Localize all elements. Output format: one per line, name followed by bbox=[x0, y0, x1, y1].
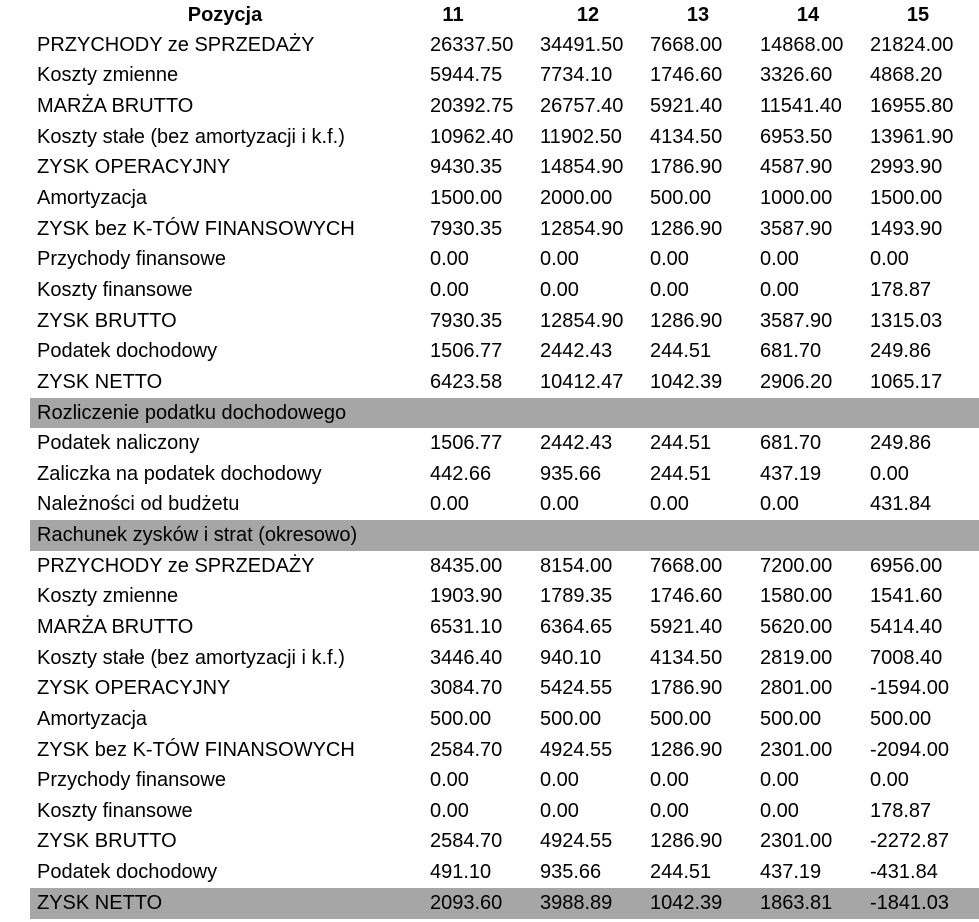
value-cell: 13961.90 bbox=[870, 125, 954, 148]
value-cell: 491.10 bbox=[430, 861, 492, 884]
value-cell: 4924.55 bbox=[540, 738, 613, 761]
value-cell: 4134.50 bbox=[650, 125, 723, 148]
value-cell: 1286.90 bbox=[650, 738, 723, 761]
value-cell: 0.00 bbox=[650, 248, 689, 271]
value-cell: 500.00 bbox=[540, 707, 602, 730]
position-header: Pozycja bbox=[187, 3, 263, 26]
row-label: Koszty finansowe bbox=[37, 278, 193, 301]
value-cell: 500.00 bbox=[430, 707, 492, 730]
value-cell: 940.10 bbox=[540, 646, 602, 669]
value-cell: 5620.00 bbox=[760, 615, 833, 638]
value-cell: 5424.55 bbox=[540, 677, 613, 700]
value-cell: 9430.35 bbox=[430, 156, 503, 179]
value-cell: 1286.90 bbox=[650, 830, 723, 853]
value-cell: 2906.20 bbox=[760, 370, 833, 393]
table-row bbox=[0, 61, 979, 92]
row-label: Rachunek zysków i strat (okresowo) bbox=[37, 524, 358, 547]
value-cell: 1286.90 bbox=[650, 309, 723, 332]
value-cell: -1841.03 bbox=[870, 891, 949, 914]
value-cell: 1042.39 bbox=[650, 370, 723, 393]
value-cell: 10412.47 bbox=[540, 370, 624, 393]
value-cell: 6423.58 bbox=[430, 370, 503, 393]
value-cell: 244.51 bbox=[650, 340, 712, 363]
value-cell: 1580.00 bbox=[760, 585, 833, 608]
row-shading bbox=[30, 888, 979, 919]
value-cell: 3988.89 bbox=[540, 891, 613, 914]
value-cell: 0.00 bbox=[650, 278, 689, 301]
value-cell: 1746.60 bbox=[650, 585, 723, 608]
value-cell: 500.00 bbox=[870, 707, 932, 730]
value-cell: 2819.00 bbox=[760, 646, 833, 669]
value-cell: 2801.00 bbox=[760, 677, 833, 700]
value-cell: 11541.40 bbox=[760, 95, 842, 118]
value-cell: 4924.55 bbox=[540, 830, 613, 853]
value-cell: 6531.10 bbox=[430, 615, 503, 638]
value-cell: 2442.43 bbox=[540, 340, 613, 363]
table-row bbox=[0, 827, 979, 858]
value-cell: 178.87 bbox=[870, 799, 932, 822]
value-cell: 0.00 bbox=[540, 769, 579, 792]
value-cell: 7734.10 bbox=[540, 64, 613, 87]
value-cell: 0.00 bbox=[540, 493, 579, 516]
value-cell: 0.00 bbox=[540, 799, 579, 822]
value-cell: 5921.40 bbox=[650, 615, 723, 638]
value-cell: 0.00 bbox=[430, 769, 469, 792]
value-cell: 437.19 bbox=[760, 462, 822, 485]
value-cell: 1746.60 bbox=[650, 64, 723, 87]
value-cell: 0.00 bbox=[760, 493, 799, 516]
value-cell: 4587.90 bbox=[760, 156, 833, 179]
value-cell: 4868.20 bbox=[870, 64, 943, 87]
value-cell: 1506.77 bbox=[430, 340, 503, 363]
table-row bbox=[0, 428, 979, 459]
value-cell: 431.84 bbox=[870, 493, 932, 516]
value-cell: 34491.50 bbox=[540, 33, 624, 56]
value-cell: 1042.39 bbox=[650, 891, 723, 914]
table-row bbox=[0, 551, 979, 582]
value-cell: 500.00 bbox=[650, 707, 712, 730]
row-label: Rozliczenie podatku dochodowego bbox=[37, 401, 347, 424]
value-cell: 7200.00 bbox=[760, 554, 833, 577]
value-cell: 0.00 bbox=[430, 278, 469, 301]
column-header: 14 bbox=[796, 3, 820, 26]
value-cell: 11902.50 bbox=[540, 125, 622, 148]
value-cell: 8435.00 bbox=[430, 554, 503, 577]
value-cell: 0.00 bbox=[760, 769, 799, 792]
value-cell: 26337.50 bbox=[430, 33, 514, 56]
table-row bbox=[0, 490, 979, 521]
value-cell: 21824.00 bbox=[870, 33, 954, 56]
value-cell: 6953.50 bbox=[760, 125, 833, 148]
column-header: 11 bbox=[442, 3, 464, 26]
row-label: ZYSK bez K-TÓW FINANSOWYCH bbox=[37, 217, 355, 240]
table-row bbox=[0, 30, 979, 61]
value-cell: 2584.70 bbox=[430, 830, 503, 853]
value-cell: 1500.00 bbox=[430, 187, 503, 210]
table-row bbox=[0, 244, 979, 275]
table-row bbox=[0, 643, 979, 674]
row-label: Podatek naliczony bbox=[37, 432, 200, 455]
value-cell: 5944.75 bbox=[430, 64, 503, 87]
value-cell: 1863.81 bbox=[760, 891, 833, 914]
value-cell: 2301.00 bbox=[760, 830, 833, 853]
value-cell: 7008.40 bbox=[870, 646, 943, 669]
row-label: Podatek dochodowy bbox=[37, 861, 218, 884]
value-cell: 7930.35 bbox=[430, 217, 503, 240]
value-cell: 244.51 bbox=[650, 861, 712, 884]
value-cell: 0.00 bbox=[430, 493, 469, 516]
value-cell: 0.00 bbox=[870, 462, 909, 485]
row-label: Koszty stałe (bez amortyzacji i k.f.) bbox=[37, 646, 345, 669]
row-label: Koszty stałe (bez amortyzacji i k.f.) bbox=[37, 125, 345, 148]
value-cell: 2993.90 bbox=[870, 156, 943, 179]
value-cell: 7668.00 bbox=[650, 33, 723, 56]
table-row bbox=[0, 122, 979, 153]
column-header: 12 bbox=[576, 3, 600, 26]
row-label: ZYSK bez K-TÓW FINANSOWYCH bbox=[37, 738, 355, 761]
value-cell: -2094.00 bbox=[870, 738, 949, 761]
value-cell: 244.51 bbox=[650, 432, 712, 455]
value-cell: 1786.90 bbox=[650, 156, 723, 179]
value-cell: 681.70 bbox=[760, 432, 822, 455]
value-cell: 16955.80 bbox=[870, 95, 954, 118]
value-cell: 2000.00 bbox=[540, 187, 613, 210]
value-cell: 7668.00 bbox=[650, 554, 723, 577]
table-row bbox=[0, 735, 979, 766]
value-cell: 12854.90 bbox=[540, 309, 624, 332]
table-row bbox=[0, 612, 979, 643]
table-row bbox=[0, 673, 979, 704]
value-cell: 1786.90 bbox=[650, 677, 723, 700]
value-cell: 2442.43 bbox=[540, 432, 613, 455]
value-cell: 0.00 bbox=[760, 799, 799, 822]
value-cell: 1286.90 bbox=[650, 217, 723, 240]
value-cell: 1493.90 bbox=[870, 217, 943, 240]
value-cell: 2584.70 bbox=[430, 738, 503, 761]
table-row bbox=[0, 214, 979, 245]
value-cell: 0.00 bbox=[540, 248, 579, 271]
row-label: Koszty zmienne bbox=[37, 64, 179, 87]
table-row bbox=[0, 704, 979, 735]
table-row bbox=[0, 796, 979, 827]
value-cell: 2301.00 bbox=[760, 738, 833, 761]
value-cell: 0.00 bbox=[760, 248, 799, 271]
row-label: ZYSK NETTO bbox=[37, 891, 163, 914]
row-label: Przychody finansowe bbox=[37, 769, 226, 792]
value-cell: 14854.90 bbox=[540, 156, 624, 179]
value-cell: 0.00 bbox=[650, 769, 689, 792]
value-cell: 12854.90 bbox=[540, 217, 624, 240]
table-row bbox=[0, 765, 979, 796]
column-header: 13 bbox=[686, 3, 710, 26]
value-cell: 3326.60 bbox=[760, 64, 833, 87]
value-cell: 7930.35 bbox=[430, 309, 503, 332]
row-label: Koszty zmienne bbox=[37, 585, 179, 608]
section-row bbox=[0, 520, 979, 551]
row-label: Amortyzacja bbox=[37, 187, 148, 210]
value-cell: 681.70 bbox=[760, 340, 822, 363]
value-cell: 178.87 bbox=[870, 278, 932, 301]
value-cell: -431.84 bbox=[870, 861, 938, 884]
table-row bbox=[0, 582, 979, 613]
row-label: MARŻA BRUTTO bbox=[37, 615, 194, 638]
value-cell: 0.00 bbox=[760, 278, 799, 301]
value-cell: 10962.40 bbox=[430, 125, 514, 148]
value-cell: 1065.17 bbox=[870, 370, 943, 393]
value-cell: 244.51 bbox=[650, 462, 712, 485]
value-cell: 0.00 bbox=[430, 248, 469, 271]
row-label: PRZYCHODY ze SPRZEDAŻY bbox=[37, 554, 315, 577]
row-label: Przychody finansowe bbox=[37, 248, 226, 271]
value-cell: 2093.60 bbox=[430, 891, 503, 914]
value-cell: 4134.50 bbox=[650, 646, 723, 669]
value-cell: 249.86 bbox=[870, 340, 932, 363]
row-label: Koszty finansowe bbox=[37, 799, 193, 822]
value-cell: 1000.00 bbox=[760, 187, 833, 210]
value-cell: 20392.75 bbox=[430, 95, 514, 118]
value-cell: 0.00 bbox=[540, 278, 579, 301]
value-cell: 0.00 bbox=[870, 769, 909, 792]
value-cell: -1594.00 bbox=[870, 677, 949, 700]
value-cell: 3587.90 bbox=[760, 217, 833, 240]
value-cell: 1789.35 bbox=[540, 585, 613, 608]
table-header bbox=[0, 0, 979, 30]
value-cell: 14868.00 bbox=[760, 33, 844, 56]
value-cell: 0.00 bbox=[870, 248, 909, 271]
value-cell: 3446.40 bbox=[430, 646, 503, 669]
value-cell: 1541.60 bbox=[870, 585, 943, 608]
value-cell: 3084.70 bbox=[430, 677, 503, 700]
value-cell: 935.66 bbox=[540, 861, 602, 884]
value-cell: 1506.77 bbox=[430, 432, 503, 455]
row-label: ZYSK OPERACYJNY bbox=[37, 156, 231, 179]
row-label: ZYSK OPERACYJNY bbox=[37, 677, 231, 700]
value-cell: 8154.00 bbox=[540, 554, 613, 577]
value-cell: 3587.90 bbox=[760, 309, 833, 332]
row-label: ZYSK NETTO bbox=[37, 370, 163, 393]
section-row bbox=[0, 398, 979, 429]
row-label: Zaliczka na podatek dochodowy bbox=[37, 462, 322, 485]
row-label: MARŻA BRUTTO bbox=[37, 95, 194, 118]
value-cell: 26757.40 bbox=[540, 95, 624, 118]
value-cell: 500.00 bbox=[650, 187, 712, 210]
table-row bbox=[0, 336, 979, 367]
table-row bbox=[0, 91, 979, 122]
value-cell: 0.00 bbox=[430, 799, 469, 822]
value-cell: 6956.00 bbox=[870, 554, 943, 577]
value-cell: 442.66 bbox=[430, 462, 492, 485]
row-label: Podatek dochodowy bbox=[37, 340, 218, 363]
row-label: PRZYCHODY ze SPRZEDAŻY bbox=[37, 33, 315, 56]
value-cell: -2272.87 bbox=[870, 830, 949, 853]
table-row bbox=[0, 459, 979, 490]
value-cell: 6364.65 bbox=[540, 615, 613, 638]
row-label: Należności od budżetu bbox=[37, 493, 240, 516]
value-cell: 0.00 bbox=[650, 493, 689, 516]
row-label: ZYSK BRUTTO bbox=[37, 830, 177, 853]
value-cell: 437.19 bbox=[760, 861, 822, 884]
table-row bbox=[0, 153, 979, 184]
row-label: ZYSK BRUTTO bbox=[37, 309, 177, 332]
table-body bbox=[0, 30, 979, 919]
value-cell: 5414.40 bbox=[870, 615, 943, 638]
column-header: 15 bbox=[906, 3, 930, 26]
value-cell: 1500.00 bbox=[870, 187, 943, 210]
table-row bbox=[0, 275, 979, 306]
table-row bbox=[0, 306, 979, 337]
table-row bbox=[0, 367, 979, 398]
value-cell: 935.66 bbox=[540, 462, 602, 485]
row-label: Amortyzacja bbox=[37, 707, 148, 730]
value-cell: 0.00 bbox=[650, 799, 689, 822]
value-cell: 5921.40 bbox=[650, 95, 723, 118]
table-row bbox=[0, 857, 979, 888]
value-cell: 500.00 bbox=[760, 707, 822, 730]
value-cell: 1903.90 bbox=[430, 585, 503, 608]
section-row bbox=[0, 888, 979, 919]
table-row bbox=[0, 183, 979, 214]
value-cell: 249.86 bbox=[870, 432, 932, 455]
value-cell: 1315.03 bbox=[870, 309, 943, 332]
